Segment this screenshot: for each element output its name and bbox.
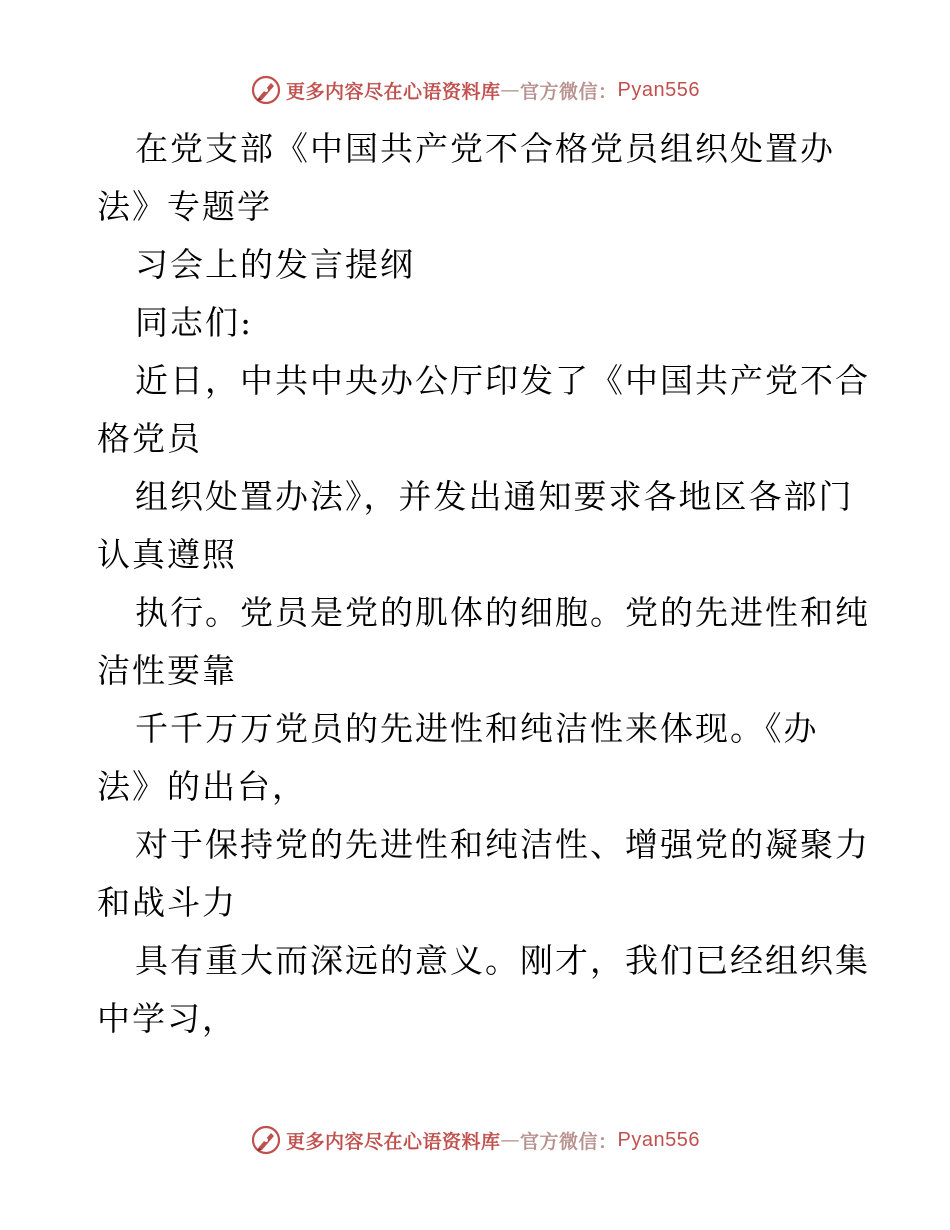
text-line: 认真遵照 xyxy=(97,535,237,574)
watermark-wechat-id: Pyan556 xyxy=(617,78,700,101)
text-line: 在党支部《中国共产党不合格党员组织处置办 xyxy=(135,129,835,168)
watermark-wechat-label: 官方微信： xyxy=(520,1130,618,1153)
watermark-dash: — xyxy=(500,79,521,101)
text-line: 近日，中共中央办公厅印发了《中国共产党不合 xyxy=(135,361,870,400)
text-line: 具有重大而深远的意义。刚才，我们已经组织集 xyxy=(135,941,870,980)
text-line: 组织处置办法》，并发出通知要求各地区各部门 xyxy=(135,477,854,516)
watermark-wechat-id: Pyan556 xyxy=(617,1128,700,1151)
text-line: 千千万万党员的先进性和纯洁性来体现。《办 xyxy=(135,709,819,748)
text-line: 对于保持党的先进性和纯洁性、增强党的凝聚力 xyxy=(135,825,870,864)
watermark-slogan: 更多内容尽在心语资料库 xyxy=(286,1130,501,1153)
watermark-wechat-label: 官方微信： xyxy=(520,80,618,103)
text-line: 和战斗力 xyxy=(97,883,237,922)
text-line: 法》专题学 xyxy=(97,187,272,226)
pen-logo-icon xyxy=(250,74,282,106)
text-line: 洁性要靠 xyxy=(97,651,237,690)
text-line: 习会上的发言提纲 xyxy=(135,245,415,284)
document-body xyxy=(97,120,877,1048)
text-line: 中学习， xyxy=(97,999,237,1038)
text-line: 法》的出台， xyxy=(97,767,307,806)
pen-logo-icon xyxy=(250,1124,282,1156)
text-line: 格党员 xyxy=(97,419,202,458)
text-line: 同志们: xyxy=(135,303,254,342)
header-watermark xyxy=(0,70,950,110)
text-line: 执行。党员是党的肌体的细胞。党的先进性和纯 xyxy=(135,593,870,632)
watermark-dash: — xyxy=(500,1129,521,1151)
watermark-slogan: 更多内容尽在心语资料库 xyxy=(286,80,501,103)
footer-watermark xyxy=(0,1120,950,1160)
